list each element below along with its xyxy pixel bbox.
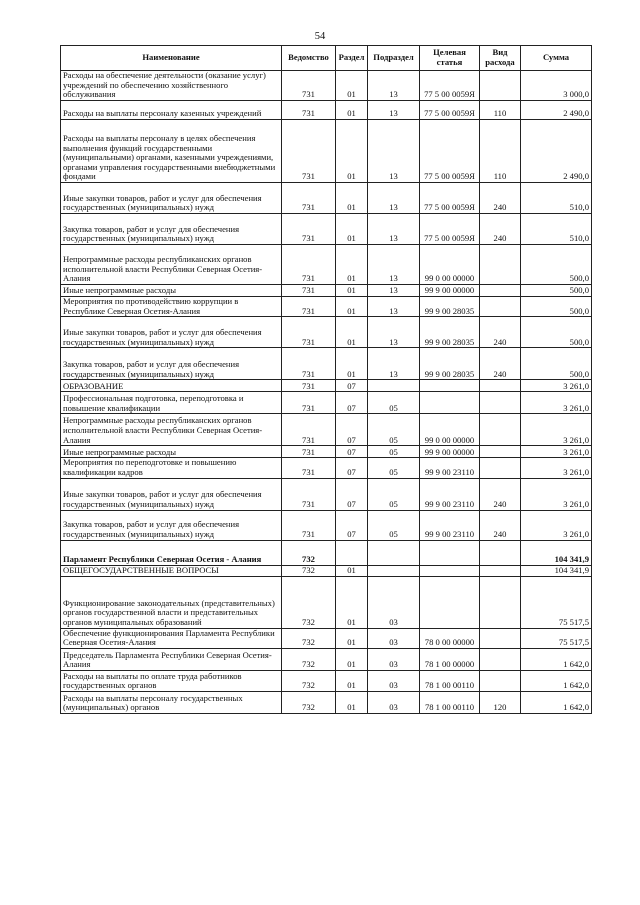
row-vid: 240 bbox=[480, 317, 521, 348]
row-sum: 3 261,0 bbox=[521, 458, 592, 478]
row-vid: 240 bbox=[480, 183, 521, 214]
page-number: 54 bbox=[314, 31, 326, 42]
row-name: Закупка товаров, работ и услуг для обеспечения государственных (муниципальных) нужд bbox=[61, 510, 282, 540]
row-name: Расходы на выплаты персоналу государственных (муниципальных) органов bbox=[61, 691, 282, 713]
row-vid bbox=[480, 285, 521, 297]
row-sum: 3 261,0 bbox=[521, 446, 592, 458]
row-podrazdel: 13 bbox=[368, 348, 420, 380]
row-razdel: 07 bbox=[336, 478, 368, 510]
row-ved: 731 bbox=[282, 348, 336, 380]
table-row bbox=[61, 446, 592, 458]
row-ved: 731 bbox=[282, 214, 336, 245]
row-razdel: 01 bbox=[336, 101, 368, 120]
row-sum: 3 000,0 bbox=[521, 71, 592, 101]
row-sum: 104 341,9 bbox=[521, 565, 592, 576]
row-sum: 3 261,0 bbox=[521, 478, 592, 510]
row-razdel: 07 bbox=[336, 380, 368, 392]
row-sum: 500,0 bbox=[521, 317, 592, 348]
row-vid bbox=[480, 670, 521, 691]
row-podrazdel: 03 bbox=[368, 691, 420, 713]
row-ved: 732 bbox=[282, 670, 336, 691]
row-podrazdel: 13 bbox=[368, 317, 420, 348]
row-sum: 510,0 bbox=[521, 214, 592, 245]
row-ved: 732 bbox=[282, 628, 336, 648]
row-podrazdel: 05 bbox=[368, 478, 420, 510]
row-vid: 120 bbox=[480, 691, 521, 713]
table-row bbox=[61, 510, 592, 540]
row-razdel: 07 bbox=[336, 458, 368, 478]
table-row bbox=[61, 414, 592, 446]
row-sum: 500,0 bbox=[521, 348, 592, 380]
row-target: 99 9 00 23110 bbox=[420, 458, 480, 478]
row-podrazdel: 13 bbox=[368, 101, 420, 120]
row-razdel: 01 bbox=[336, 120, 368, 183]
header-ved: Ведомство bbox=[282, 46, 336, 71]
row-ved: 731 bbox=[282, 245, 336, 285]
row-vid: 110 bbox=[480, 101, 521, 120]
row-target: 78 0 00 00000 bbox=[420, 628, 480, 648]
row-vid bbox=[480, 628, 521, 648]
row-sum: 500,0 bbox=[521, 245, 592, 285]
row-podrazdel: 13 bbox=[368, 297, 420, 317]
row-podrazdel bbox=[368, 565, 420, 576]
table-row bbox=[61, 120, 592, 183]
table-row bbox=[61, 392, 592, 414]
row-podrazdel: 03 bbox=[368, 628, 420, 648]
row-sum: 75 517,5 bbox=[521, 576, 592, 628]
row-podrazdel bbox=[368, 540, 420, 565]
row-ved: 731 bbox=[282, 297, 336, 317]
table-row bbox=[61, 628, 592, 648]
row-name: Расходы на выплаты по оплате труда работников государственных органов bbox=[61, 670, 282, 691]
row-podrazdel: 05 bbox=[368, 414, 420, 446]
row-ved: 731 bbox=[282, 285, 336, 297]
row-name: Закупка товаров, работ и услуг для обеспечения государственных (муниципальных) нужд bbox=[61, 214, 282, 245]
row-ved: 731 bbox=[282, 71, 336, 101]
row-razdel: 01 bbox=[336, 285, 368, 297]
budget-table bbox=[60, 45, 592, 714]
row-name: Иные непрограммные расходы bbox=[61, 285, 282, 297]
row-vid bbox=[480, 648, 521, 670]
row-target: 77 5 00 0059Я bbox=[420, 71, 480, 101]
table-row bbox=[61, 101, 592, 120]
row-vid bbox=[480, 392, 521, 414]
row-ved: 731 bbox=[282, 380, 336, 392]
table-row bbox=[61, 245, 592, 285]
row-target bbox=[420, 565, 480, 576]
row-podrazdel: 05 bbox=[368, 392, 420, 414]
row-razdel: 01 bbox=[336, 183, 368, 214]
row-razdel: 01 bbox=[336, 565, 368, 576]
row-sum: 2 490,0 bbox=[521, 120, 592, 183]
header-podrazdel: Подраздел bbox=[368, 46, 420, 71]
row-razdel: 07 bbox=[336, 510, 368, 540]
row-name: Иные закупки товаров, работ и услуг для обеспечения государственных (муниципальных) нужд bbox=[61, 478, 282, 510]
table-row bbox=[61, 380, 592, 392]
row-name: Функционирование законодательных (представительных) органов государственной власти и представительных органов муниципальных образований bbox=[61, 576, 282, 628]
row-podrazdel: 05 bbox=[368, 510, 420, 540]
table-header-row bbox=[61, 46, 592, 71]
row-ved: 731 bbox=[282, 120, 336, 183]
row-target: 77 5 00 0059Я bbox=[420, 214, 480, 245]
header-target: Целевая статья bbox=[420, 46, 480, 71]
row-name: Председатель Парламента Республики Северная Осетия-Алания bbox=[61, 648, 282, 670]
table-row bbox=[61, 576, 592, 628]
row-sum: 500,0 bbox=[521, 297, 592, 317]
row-target: 99 9 00 28035 bbox=[420, 348, 480, 380]
row-name: Иные закупки товаров, работ и услуг для обеспечения государственных (муниципальных) нужд bbox=[61, 183, 282, 214]
row-podrazdel: 03 bbox=[368, 648, 420, 670]
row-target: 99 0 00 00000 bbox=[420, 414, 480, 446]
row-name: Непрограммные расходы республиканских органов исполнительной власти Республики Северная Осетия-Алания bbox=[61, 414, 282, 446]
row-target: 77 5 00 0059Я bbox=[420, 120, 480, 183]
row-target bbox=[420, 576, 480, 628]
row-vid: 240 bbox=[480, 348, 521, 380]
row-target: 99 9 00 23110 bbox=[420, 510, 480, 540]
row-ved: 731 bbox=[282, 446, 336, 458]
row-name: Иные непрограммные расходы bbox=[61, 446, 282, 458]
row-sum: 1 642,0 bbox=[521, 648, 592, 670]
row-podrazdel: 13 bbox=[368, 71, 420, 101]
row-podrazdel bbox=[368, 380, 420, 392]
row-razdel: 01 bbox=[336, 245, 368, 285]
row-name: Непрограммные расходы республиканских органов исполнительной власти Республики Северная Осетия-Алания bbox=[61, 245, 282, 285]
row-vid bbox=[480, 458, 521, 478]
row-sum: 1 642,0 bbox=[521, 670, 592, 691]
table-row bbox=[61, 565, 592, 576]
row-vid bbox=[480, 297, 521, 317]
row-razdel: 01 bbox=[336, 348, 368, 380]
row-razdel: 01 bbox=[336, 214, 368, 245]
row-name: Обеспечение функционирования Парламента Республики Северная Осетия-Алания bbox=[61, 628, 282, 648]
row-podrazdel: 13 bbox=[368, 120, 420, 183]
table-row bbox=[61, 297, 592, 317]
row-name: Расходы на выплаты персоналу в целях обеспечения выполнения функций государственными (муниципальными) органами, казенными учреждениями, органами управления государственными внебюджетными фондами bbox=[61, 120, 282, 183]
row-podrazdel: 13 bbox=[368, 214, 420, 245]
row-razdel bbox=[336, 540, 368, 565]
row-razdel: 01 bbox=[336, 648, 368, 670]
table-row bbox=[61, 691, 592, 713]
row-name: Мероприятия по противодействию коррупции в Республике Северная Осетия-Алания bbox=[61, 297, 282, 317]
row-vid: 110 bbox=[480, 120, 521, 183]
row-sum: 500,0 bbox=[521, 285, 592, 297]
row-target: 99 9 00 28035 bbox=[420, 297, 480, 317]
row-target: 78 1 00 00000 bbox=[420, 648, 480, 670]
row-vid bbox=[480, 245, 521, 285]
row-razdel: 01 bbox=[336, 691, 368, 713]
row-podrazdel: 03 bbox=[368, 670, 420, 691]
row-ved: 731 bbox=[282, 478, 336, 510]
row-name: ОБЩЕГОСУДАРСТВЕННЫЕ ВОПРОСЫ bbox=[61, 565, 282, 576]
row-ved: 731 bbox=[282, 392, 336, 414]
row-vid bbox=[480, 446, 521, 458]
row-ved: 732 bbox=[282, 576, 336, 628]
row-target: 99 9 00 00000 bbox=[420, 285, 480, 297]
row-razdel: 01 bbox=[336, 71, 368, 101]
row-razdel: 01 bbox=[336, 576, 368, 628]
row-sum: 3 261,0 bbox=[521, 414, 592, 446]
row-razdel: 01 bbox=[336, 297, 368, 317]
row-ved: 731 bbox=[282, 183, 336, 214]
row-vid bbox=[480, 71, 521, 101]
row-target: 99 9 00 00000 bbox=[420, 446, 480, 458]
table-row bbox=[61, 317, 592, 348]
row-name: Мероприятия по переподготовке и повышению квалификации кадров bbox=[61, 458, 282, 478]
row-ved: 732 bbox=[282, 540, 336, 565]
row-target bbox=[420, 540, 480, 565]
row-ved: 732 bbox=[282, 648, 336, 670]
row-ved: 731 bbox=[282, 101, 336, 120]
row-vid: 240 bbox=[480, 478, 521, 510]
row-sum: 3 261,0 bbox=[521, 510, 592, 540]
row-name: Профессиональная подготовка, переподготовка и повышение квалификации bbox=[61, 392, 282, 414]
row-name: Расходы на выплаты персоналу казенных учреждений bbox=[61, 101, 282, 120]
table-row bbox=[61, 348, 592, 380]
row-name: Парламент Республики Северная Осетия - Алания bbox=[61, 540, 282, 565]
row-sum: 2 490,0 bbox=[521, 101, 592, 120]
row-podrazdel: 05 bbox=[368, 446, 420, 458]
row-vid bbox=[480, 540, 521, 565]
table-row bbox=[61, 670, 592, 691]
row-name: ОБРАЗОВАНИЕ bbox=[61, 380, 282, 392]
header-razdel: Раздел bbox=[336, 46, 368, 71]
row-sum: 3 261,0 bbox=[521, 380, 592, 392]
table-row bbox=[61, 71, 592, 101]
row-target bbox=[420, 392, 480, 414]
row-ved: 731 bbox=[282, 414, 336, 446]
row-target: 78 1 00 00110 bbox=[420, 691, 480, 713]
row-razdel: 01 bbox=[336, 628, 368, 648]
row-ved: 731 bbox=[282, 510, 336, 540]
row-podrazdel: 13 bbox=[368, 245, 420, 285]
row-vid bbox=[480, 565, 521, 576]
row-target: 99 0 00 00000 bbox=[420, 245, 480, 285]
table-row bbox=[61, 285, 592, 297]
row-target: 77 5 00 0059Я bbox=[420, 101, 480, 120]
header-sum: Сумма bbox=[521, 46, 592, 71]
table-row bbox=[61, 183, 592, 214]
row-vid bbox=[480, 380, 521, 392]
row-podrazdel: 03 bbox=[368, 576, 420, 628]
row-vid bbox=[480, 414, 521, 446]
row-razdel: 07 bbox=[336, 392, 368, 414]
row-name: Расходы на обеспечение деятельности (оказание услуг) учреждений по обеспечению хозяйственного обслуживания bbox=[61, 71, 282, 101]
table-row bbox=[61, 214, 592, 245]
row-target: 77 5 00 0059Я bbox=[420, 183, 480, 214]
row-vid bbox=[480, 576, 521, 628]
table-row bbox=[61, 478, 592, 510]
row-sum: 104 341,9 bbox=[521, 540, 592, 565]
row-target bbox=[420, 380, 480, 392]
row-vid: 240 bbox=[480, 510, 521, 540]
row-name: Закупка товаров, работ и услуг для обеспечения государственных (муниципальных) нужд bbox=[61, 348, 282, 380]
row-name: Иные закупки товаров, работ и услуг для обеспечения государственных (муниципальных) нужд bbox=[61, 317, 282, 348]
row-sum: 75 517,5 bbox=[521, 628, 592, 648]
table-row bbox=[61, 458, 592, 478]
row-target: 99 9 00 28035 bbox=[420, 317, 480, 348]
header-name: Наименование bbox=[61, 46, 282, 71]
row-sum: 3 261,0 bbox=[521, 392, 592, 414]
row-target: 78 1 00 00110 bbox=[420, 670, 480, 691]
row-ved: 731 bbox=[282, 458, 336, 478]
row-ved: 731 bbox=[282, 317, 336, 348]
header-vid: Вид расхода bbox=[480, 46, 521, 71]
row-vid: 240 bbox=[480, 214, 521, 245]
row-target: 99 9 00 23110 bbox=[420, 478, 480, 510]
table-row bbox=[61, 540, 592, 565]
row-razdel: 01 bbox=[336, 670, 368, 691]
row-razdel: 07 bbox=[336, 414, 368, 446]
row-podrazdel: 13 bbox=[368, 285, 420, 297]
row-sum: 510,0 bbox=[521, 183, 592, 214]
row-ved: 732 bbox=[282, 691, 336, 713]
table-row bbox=[61, 648, 592, 670]
row-razdel: 01 bbox=[336, 317, 368, 348]
row-podrazdel: 13 bbox=[368, 183, 420, 214]
row-ved: 732 bbox=[282, 565, 336, 576]
row-sum: 1 642,0 bbox=[521, 691, 592, 713]
row-podrazdel: 05 bbox=[368, 458, 420, 478]
row-razdel: 07 bbox=[336, 446, 368, 458]
